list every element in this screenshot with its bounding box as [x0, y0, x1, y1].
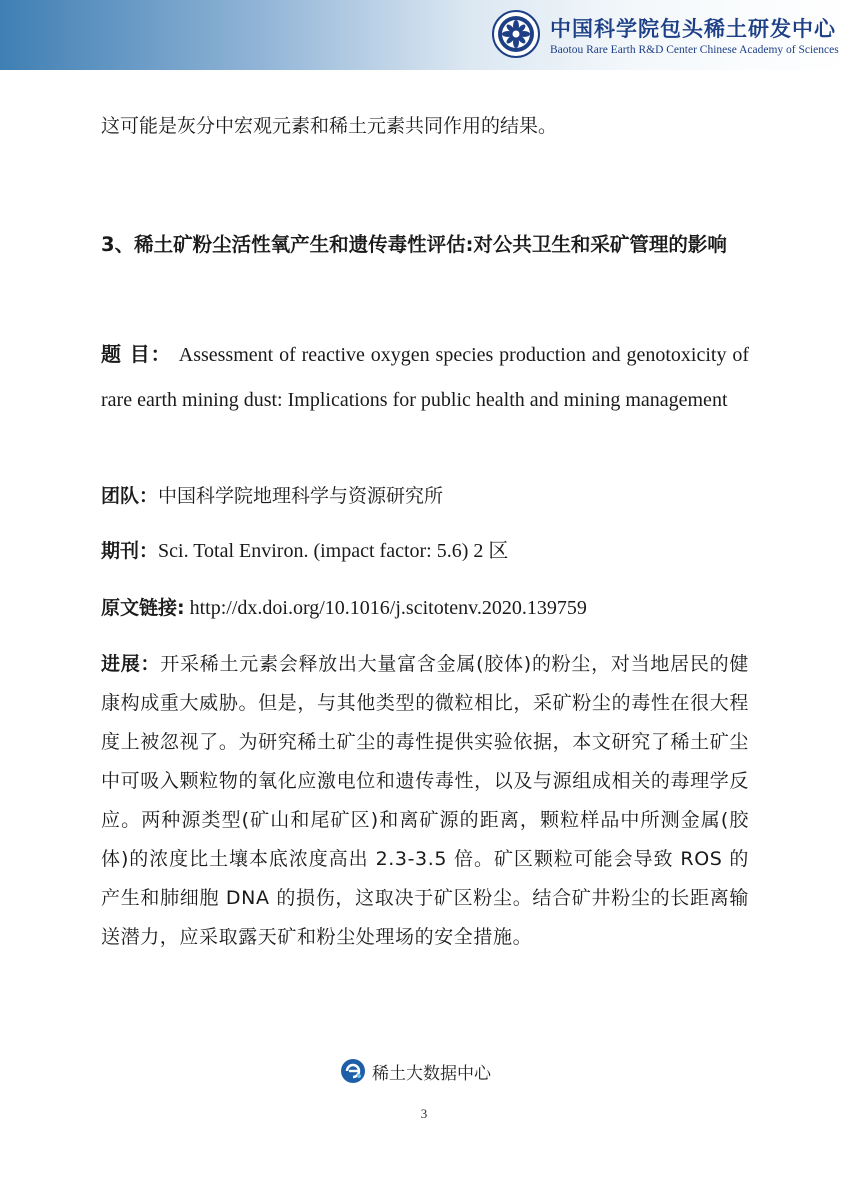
title-paragraph: [101, 332, 749, 422]
journal-value: Sci. Total Environ. (impact factor: 5.6) 2 区: [158, 540, 509, 562]
progress-label: 进展：: [101, 653, 161, 675]
progress-value: 开采稀土元素会释放出大量富含金属(胶体)的粉尘，对当地居民的健康构成重大威胁。但是，与其他类型的微粒相比，采矿粉尘的毒性在很大程度上被忽视了。为研究稀土矿尘的毒性提供实验依据，本文研究了稀土矿尘中可吸入颗粒物的氧化应激电位和遗传毒性，以及与源组成相关的毒理学反应。两种源类型(矿山和尾矿区)和离矿源的距离，颗粒样品中所测金属(胶体)的浓度比土壤本底浓度高出 2.3-3.5 倍。矿区颗粒可能会导致 ROS 的产生和肺细胞 DNA 的损伤，这取决于矿区粉尘。结合矿井粉尘的长距离输送潜力，应采取露天矿和粉尘处理场的安全措施。: [101, 653, 749, 948]
footer-brand: [340, 1058, 491, 1084]
org-name-en: Baotou Rare Earth R&D Center Chinese Academy of Sciences: [550, 44, 839, 56]
link-line: [101, 589, 749, 627]
team-label: 团队：: [101, 485, 159, 507]
rare-earth-data-center-logo-icon: [340, 1058, 366, 1084]
intro-paragraph-tail: 这可能是灰分中宏观元素和稀土元素共同作用的结果。: [101, 115, 558, 137]
progress-paragraph: [101, 645, 749, 957]
section-heading: 3、稀土矿粉尘活性氧产生和遗传毒性评估:对公共卫生和采矿管理的影响: [101, 233, 727, 256]
team-value: 中国科学院地理科学与资源研究所: [158, 485, 444, 507]
page-header: [0, 0, 848, 70]
link-label: 原文链接:: [101, 597, 185, 619]
doi-link[interactable]: http://dx.doi.org/10.1016/j.scitotenv.2020.139759: [184, 597, 587, 619]
page-number: 3: [420, 1106, 428, 1121]
footer-brand-text: 稀土大数据中心: [372, 1063, 491, 1084]
title-label: 题 目：: [101, 342, 172, 366]
cas-emblem-icon: [492, 10, 540, 58]
title-value: Assessment of reactive oxygen species production and genotoxicity of rare earth mining dust: Implications for public health and mining management: [101, 344, 750, 411]
org-name-cn: 中国科学院包头稀土研发中心: [550, 17, 836, 41]
journal-line: [101, 532, 749, 570]
journal-label: 期刊：: [101, 540, 159, 562]
team-line: [101, 477, 749, 515]
